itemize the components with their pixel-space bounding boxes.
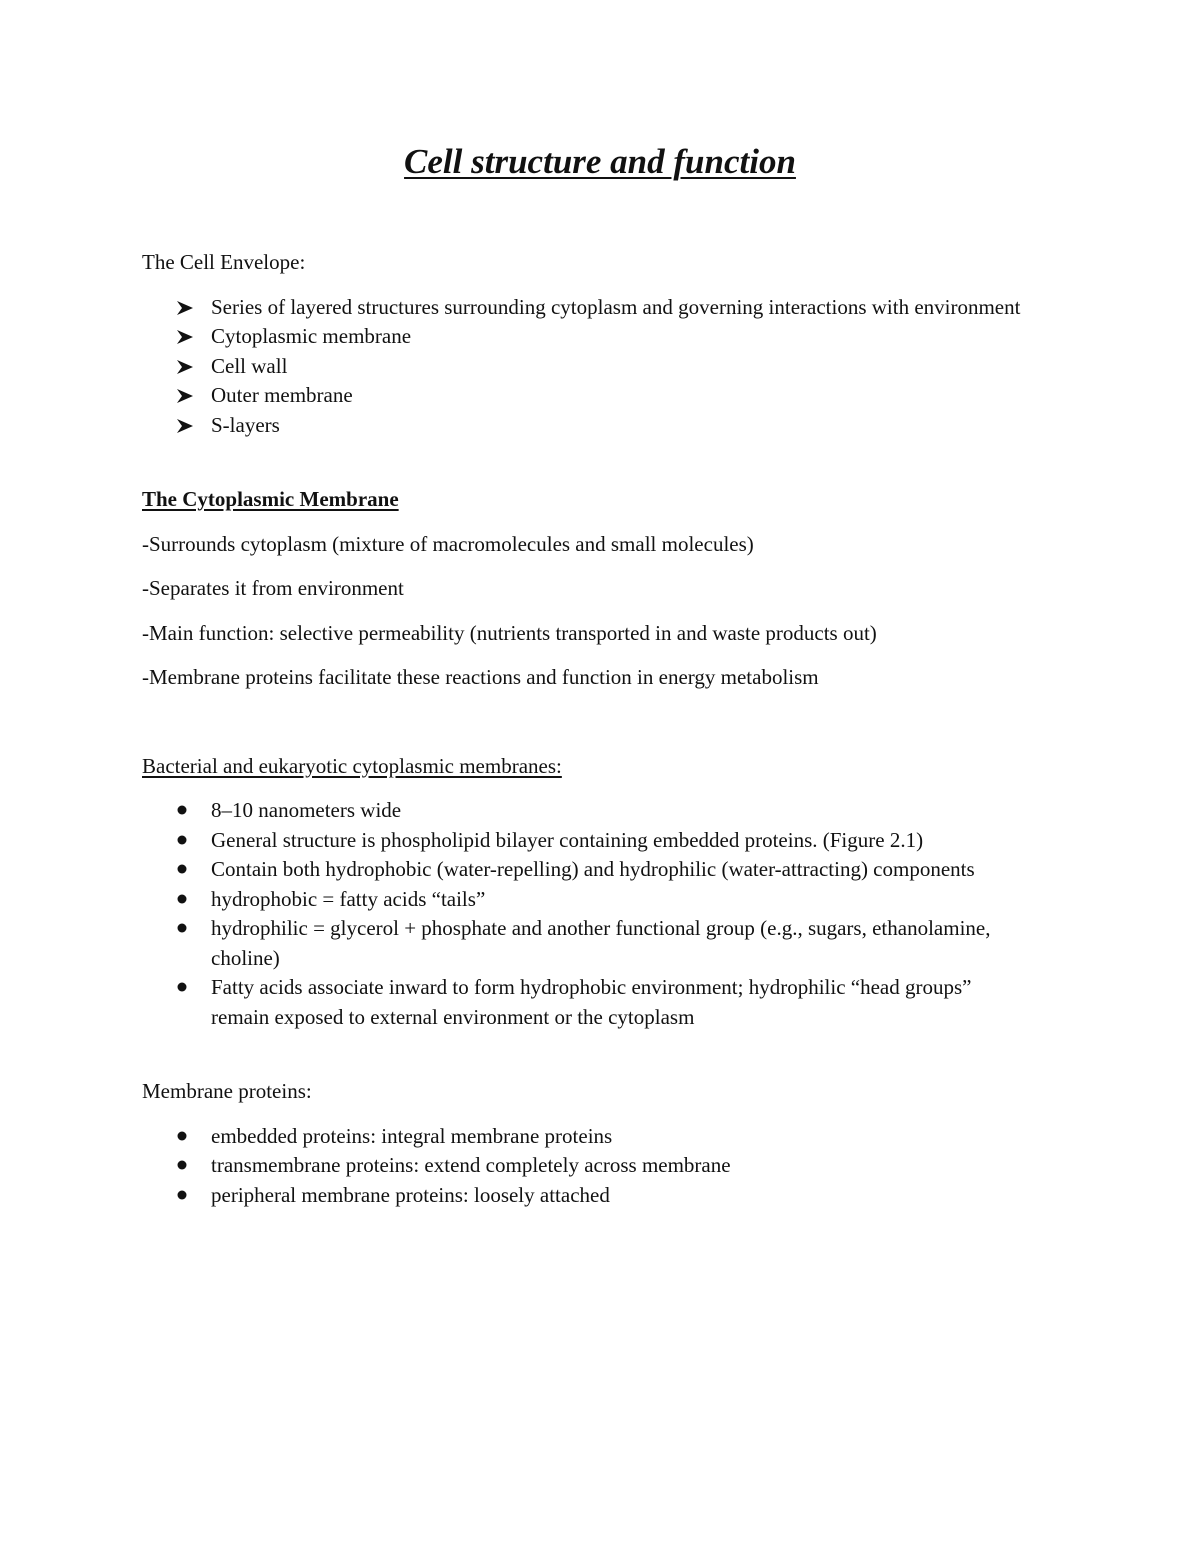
bacterial-membranes-heading: Bacterial and eukaryotic cytoplasmic membranes: — [142, 753, 562, 778]
cytoplasmic-membrane-heading: The Cytoplasmic Membrane — [142, 487, 399, 511]
document-body — [142, 248, 1022, 1210]
round-bullet-icon — [176, 885, 198, 915]
list-item — [142, 973, 1022, 1032]
round-bullet-icon — [176, 796, 198, 826]
list-item — [142, 352, 1022, 382]
round-bullet-icon — [176, 826, 198, 856]
round-bullet-icon — [176, 914, 198, 944]
membrane-proteins-list — [142, 1122, 1022, 1211]
round-bullet-icon — [176, 1151, 198, 1181]
list-item — [142, 293, 1022, 323]
list-item — [142, 855, 1022, 885]
list-item — [142, 322, 1022, 352]
list-item-text: S-layers — [211, 412, 280, 437]
list-item — [142, 826, 1022, 856]
list-item-text: General structure is phospholipid bilayer containing embedded proteins. (Figure 2.1) — [211, 827, 924, 852]
list-item — [142, 796, 1022, 826]
list-item-text: embedded proteins: integral membrane proteins — [211, 1123, 613, 1148]
cell-envelope-heading: The Cell Envelope: — [142, 250, 306, 274]
list-item — [142, 885, 1022, 915]
round-bullet-icon — [176, 973, 198, 1003]
list-item-text: Cytoplasmic membrane — [211, 324, 412, 348]
round-bullet-icon — [176, 1181, 198, 1211]
list-item-text: Outer membrane — [211, 383, 353, 407]
list-item-text: Cell wall — [211, 353, 288, 378]
list-item-text: Contain both hydrophobic (water-repelling) and hydrophilic (water-attracting) components — [211, 857, 975, 881]
arrowhead-bullet-icon — [176, 352, 198, 382]
list-item-text: hydrophilic = glycerol + phosphate and another functional group (e.g., sugars, ethanolamine, choline) — [211, 916, 991, 970]
list-item — [142, 1151, 1022, 1181]
list-item — [142, 411, 1022, 441]
paragraph: -Separates it from environment — [142, 576, 404, 600]
list-item — [142, 914, 1022, 973]
list-item-text: Series of layered structures surrounding cytoplasm and governing interactions with environment — [211, 294, 1021, 319]
list-item-text: hydrophobic = fatty acids “tails” — [211, 886, 486, 911]
list-item-text: 8–10 nanometers wide — [211, 798, 402, 822]
list-item-text: transmembrane proteins: extend completely across membrane — [211, 1153, 731, 1177]
arrowhead-bullet-icon — [176, 293, 198, 323]
list-item — [142, 1122, 1022, 1152]
document-title: Cell structure and function — [404, 142, 796, 181]
list-item — [142, 1181, 1022, 1211]
list-item — [142, 381, 1022, 411]
round-bullet-icon — [176, 1122, 198, 1152]
list-item-text: Fatty acids associate inward to form hydrophobic environment; hydrophilic “head groups” remain exposed to external environment or the cytoplasm — [211, 975, 972, 1029]
list-item-text: peripheral membrane proteins: loosely attached — [211, 1182, 610, 1207]
paragraph: -Membrane proteins facilitate these reactions and function in energy metabolism — [142, 665, 819, 689]
arrowhead-bullet-icon — [176, 381, 198, 411]
arrowhead-bullet-icon — [176, 322, 198, 352]
membrane-proteins-heading: Membrane proteins: — [142, 1079, 312, 1103]
bacterial-membranes-list — [142, 796, 1022, 1032]
arrowhead-bullet-icon — [176, 411, 198, 441]
paragraph: -Main function: selective permeability (nutrients transported in and waste products out) — [142, 620, 877, 645]
cell-envelope-list — [142, 293, 1022, 441]
round-bullet-icon — [176, 855, 198, 885]
paragraph: -Surrounds cytoplasm (mixture of macromolecules and small molecules) — [142, 531, 754, 556]
